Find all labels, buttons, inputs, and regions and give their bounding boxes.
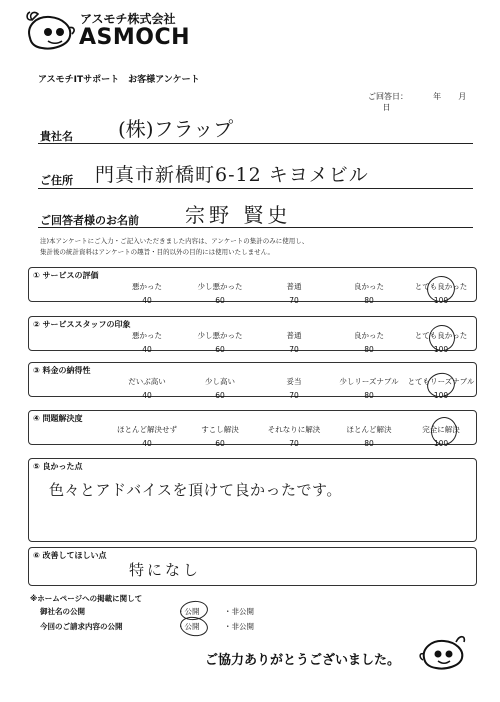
company-field-line	[38, 143, 473, 144]
thanks-message: ご協力ありがとうございました。	[205, 653, 401, 668]
rating-section	[28, 267, 477, 305]
improvements-section	[28, 547, 477, 586]
rating-option-selected[interactable]: とても良かった 100	[414, 331, 468, 354]
date-label: ご回答日：	[368, 92, 408, 101]
privacy-note-2: 集計後の統計資料はアンケートの趣旨・目的以外の目的には使用いたしません。	[40, 248, 274, 256]
name-field-value[interactable]: 宗野 賢史	[185, 203, 292, 227]
publication-heading: ※ホームページへの掲載に関して	[30, 594, 143, 603]
survey-title: アスモチITサポート お客様アンケート	[38, 75, 200, 85]
publish-option-selected[interactable]: ・公開	[177, 607, 200, 616]
publication-row-label: 御社名の公開	[40, 607, 85, 616]
name-field-line	[38, 227, 473, 228]
year-label: 年	[433, 92, 442, 101]
mascot-logo	[22, 8, 78, 54]
rating-section	[28, 316, 477, 354]
rating-option[interactable]: すこし解決 60	[201, 425, 239, 448]
section-title: ⑥ 改善してほしい点	[33, 551, 107, 560]
privacy-note-1: 注)本アンケートにご入力・ご記入いただきました内容は、アンケートの集計のみに使用し、	[40, 237, 309, 245]
company-name-en: ASMOCH	[79, 25, 191, 50]
publish-option-selected[interactable]: ・公開	[177, 622, 200, 631]
section-title: ③ 料金の納得性	[33, 366, 91, 375]
rating-option[interactable]: 少し悪かった 60	[197, 331, 243, 354]
rating-option[interactable]: 普通 70	[286, 282, 302, 305]
rating-option[interactable]: 良かった 80	[354, 282, 384, 305]
mascot-footer	[418, 630, 468, 674]
company-field-value[interactable]: (株)フラップ	[118, 117, 234, 141]
address-field-line	[38, 188, 473, 189]
rating-option[interactable]: 良かった 80	[354, 331, 384, 354]
rating-option[interactable]: 少し高い 60	[205, 377, 235, 400]
publication-row-label: 今回のご請求内容の公開	[40, 622, 123, 631]
rating-option[interactable]: 普通 70	[286, 331, 302, 354]
rating-option[interactable]: 悪かった 40	[132, 282, 162, 305]
section-title: ② サービススタッフの印象	[33, 320, 131, 329]
address-field-value[interactable]: 門真市新橋町6-12 キヨメビル	[95, 164, 369, 186]
rating-option[interactable]: 悪かった 40	[132, 331, 162, 354]
rating-option-selected[interactable]: とてもリーズナブル 100	[407, 377, 475, 400]
rating-option[interactable]: ほとんど解決せず 40	[117, 425, 177, 448]
rating-option[interactable]: それなりに解決 70	[267, 425, 321, 448]
month-label: 月	[458, 92, 467, 101]
company-field-label: 貴社名	[40, 130, 73, 143]
address-field-label: ご住所	[40, 174, 73, 187]
section-title: ⑤ 良かった点	[33, 462, 83, 471]
section-title: ④ 問題解決度	[33, 414, 83, 423]
good-points-answer[interactable]: 色々とアドバイスを頂けて良かったです。	[49, 481, 342, 499]
day-label: 日	[382, 103, 391, 112]
name-field-label: ご回答者様のお名前	[40, 214, 139, 227]
section-title: ① サービスの評価	[33, 271, 99, 280]
improvements-answer[interactable]: 特になし	[129, 561, 202, 579]
rating-option[interactable]: 妥当 70	[286, 377, 302, 400]
rating-option-selected[interactable]: とても良かった 100	[414, 282, 468, 305]
selection-circle	[179, 615, 210, 639]
good-points-section	[28, 458, 477, 542]
rating-option[interactable]: 少し悪かった 60	[197, 282, 243, 305]
unpublish-option[interactable]: ・非公開	[224, 607, 254, 616]
company-name-jp: アスモチ株式会社	[80, 12, 176, 26]
rating-section	[28, 362, 477, 400]
rating-option[interactable]: ほとんど解決 80	[346, 425, 392, 448]
rating-option-selected[interactable]: 完全に解決 100	[422, 425, 460, 448]
rating-option[interactable]: だいぶ高い 40	[128, 377, 166, 400]
answer-date	[368, 91, 478, 113]
rating-section	[28, 410, 477, 448]
rating-option[interactable]: 少しリーズナブル 80	[339, 377, 399, 400]
unpublish-option[interactable]: ・非公開	[224, 622, 254, 631]
